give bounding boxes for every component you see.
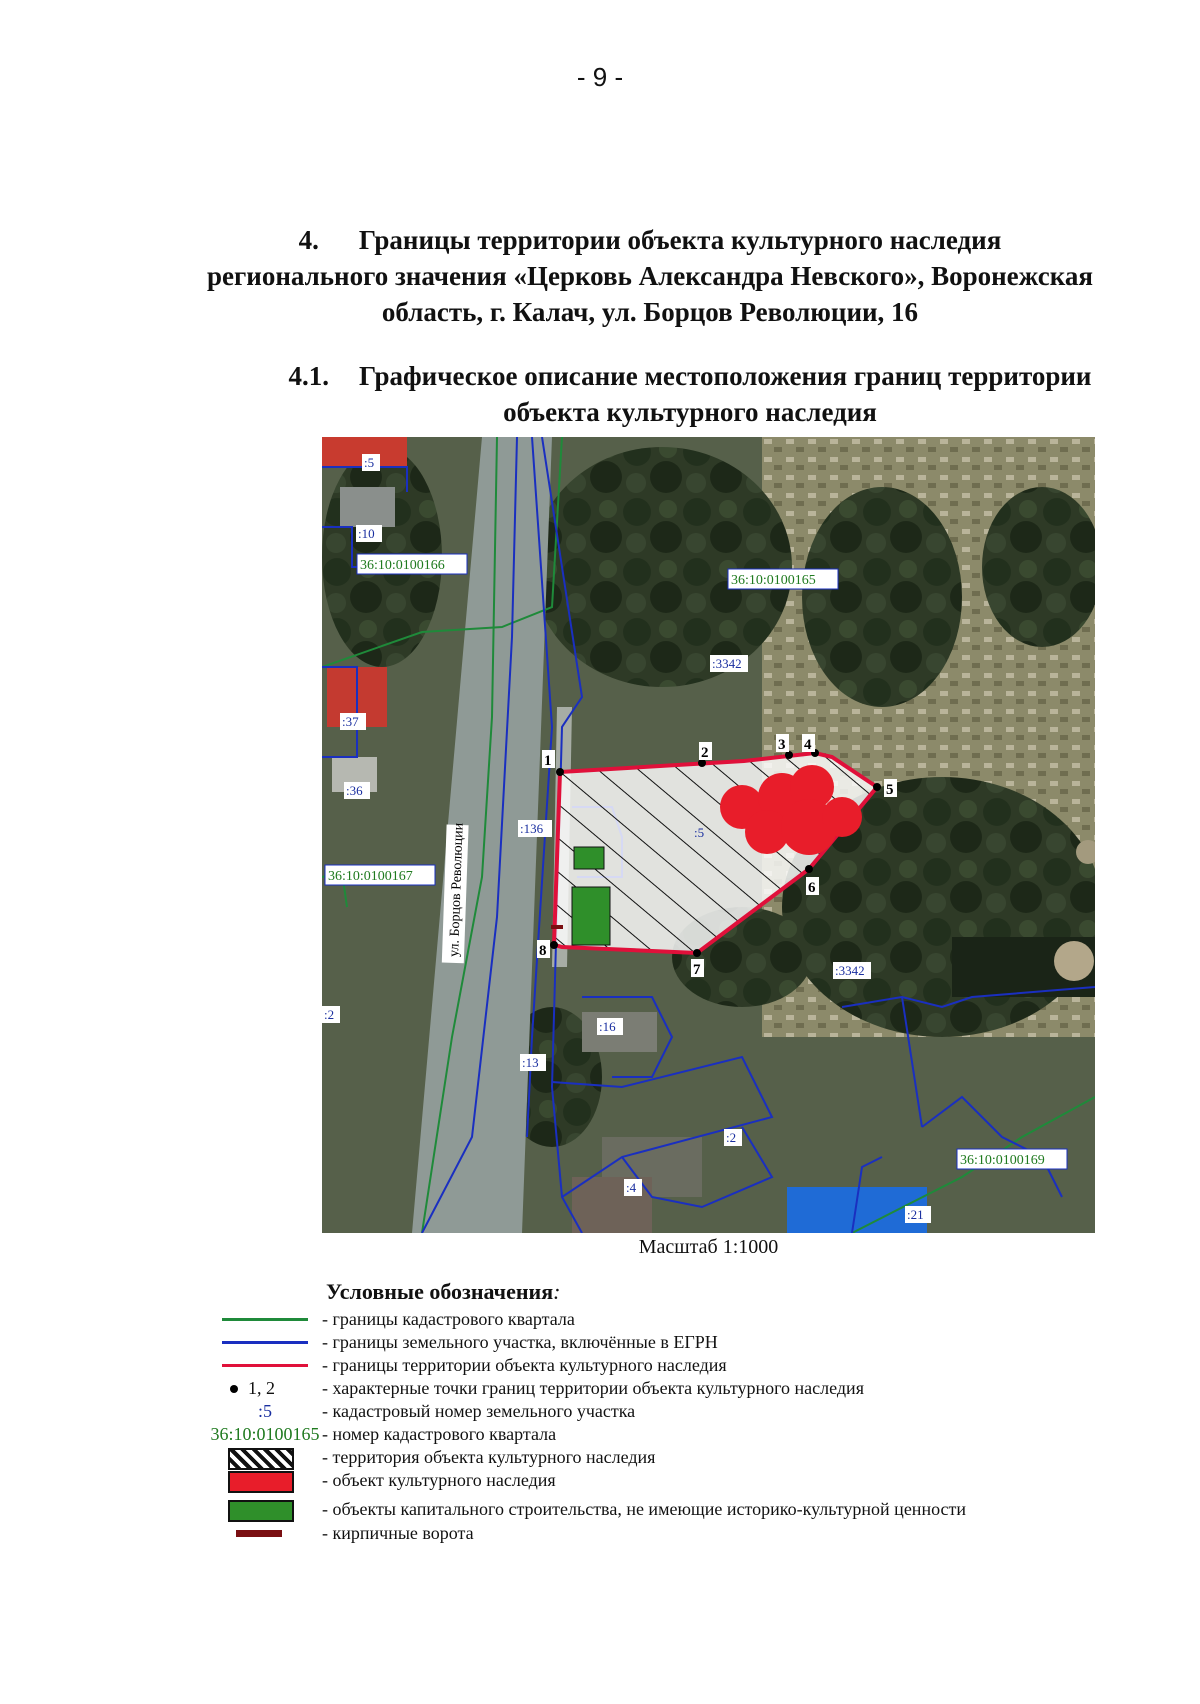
point-label: 5 [886, 782, 894, 798]
parcel-border-swatch [222, 1341, 308, 1344]
parcel-label: :3342 [835, 963, 865, 978]
house-roof [340, 487, 395, 527]
cadastral-map [322, 437, 1095, 1233]
legend-row-quarter-number [0, 1423, 1200, 1447]
capital-object [574, 847, 604, 869]
section-4-number: 4. [298, 225, 319, 255]
boundary-point [693, 949, 701, 957]
legend-text: - кадастровый номер земельного участка [322, 1401, 636, 1421]
capital-object [572, 887, 610, 945]
heritage-object-swatch [228, 1471, 294, 1493]
parcel-number-sample: :5 [257, 1401, 272, 1421]
legend-text: - границы кадастрового квартала [322, 1309, 575, 1329]
shrub [1054, 941, 1094, 981]
quarter-label: 36:10:0100169 [960, 1153, 1045, 1168]
point-label: 4 [804, 737, 812, 753]
legend-row-territory [0, 1446, 1200, 1470]
quarter-number-sample: 36:10:0100165 [210, 1424, 320, 1444]
section-4-line-1: Границы территории объекта культурного наследия [358, 225, 1002, 255]
parcel-label: :3342 [712, 656, 742, 671]
parcel-label: :136 [520, 821, 544, 836]
legend-row-points [0, 1377, 1200, 1401]
map-scale: Масштаб 1:1000 [638, 1236, 779, 1258]
brick-gate-swatch [236, 1530, 282, 1537]
parcel-label: :36 [346, 783, 363, 798]
quarter-label: 36:10:0100167 [328, 869, 413, 884]
point-label: 6 [808, 880, 816, 896]
legend-title-text: Условные обозначения [326, 1279, 554, 1304]
parcel-label: :5 [694, 825, 705, 840]
quarter-label: 36:10:0100165 [731, 573, 816, 588]
brick-gate [551, 925, 563, 929]
parcel-label: :10 [358, 526, 375, 541]
point-label: 1 [544, 753, 552, 769]
point-label: 2 [701, 745, 709, 761]
point-label: 8 [539, 943, 547, 959]
legend-title [326, 1279, 560, 1305]
point-label: 7 [693, 962, 701, 978]
capital-object-swatch [228, 1500, 294, 1522]
section-4-line-2: регионального значения «Церковь Александра Невского», Воронежская [207, 261, 1093, 291]
legend-text: - территория объекта культурного наследия [322, 1447, 656, 1467]
boundary-point [550, 941, 558, 949]
page-number: - 9 - [576, 62, 624, 92]
legend-row-heritage-border [0, 1354, 1200, 1378]
legend-text: - кирпичные ворота [322, 1523, 474, 1543]
section-4-line-3: область, г. Калач, ул. Борцов Революции, 16 [381, 297, 919, 327]
tree-canopy [802, 487, 962, 707]
legend-text: - объекты капитального строительства, не имеющие историко-культурной ценности [322, 1499, 967, 1519]
parcel-label: :37 [342, 714, 359, 729]
section-4-1-number: 4.1. [288, 361, 329, 391]
parcel-label: :5 [364, 455, 375, 470]
point-dot-icon [230, 1385, 238, 1393]
legend-row-parcel-number [0, 1400, 1200, 1424]
parcel-label: :16 [599, 1019, 616, 1034]
parcel-label: :21 [907, 1207, 924, 1222]
parcel-label: :13 [522, 1055, 539, 1070]
point-label: 3 [778, 737, 786, 753]
boundary-point [785, 751, 793, 759]
quarter-border-swatch [222, 1318, 308, 1321]
parcel-label: :4 [626, 1180, 637, 1195]
boundary-point [873, 783, 881, 791]
legend-text: - границы территории объекта культурного наследия [322, 1355, 727, 1375]
heritage-border-swatch [222, 1364, 308, 1367]
boundary-point [805, 865, 813, 873]
legend-text: - номер кадастрового квартала [322, 1424, 557, 1444]
parcel-label: :2 [324, 1007, 335, 1022]
section-4-heading [150, 222, 1150, 330]
section-4-1-line-1: Графическое описание местоположения границ территории [359, 361, 1092, 391]
street-label: ул. Борцов Революции [447, 822, 467, 958]
point-sample: 1, 2 [248, 1378, 275, 1398]
legend-row-parcel-border [0, 1331, 1200, 1355]
legend-text: - объект культурного наследия [322, 1470, 556, 1490]
parcel-label: :2 [726, 1130, 737, 1145]
legend-text: - характерные точки границ территории объекта культурного наследия [322, 1378, 864, 1398]
section-4-1-heading [220, 358, 1160, 430]
tree-canopy [532, 447, 792, 687]
section-4-1-line-2: объекта культурного наследия [503, 397, 877, 427]
legend-row-heritage-object [0, 1469, 1200, 1493]
legend-row-brick-gate [0, 1522, 1200, 1546]
legend-row-quarter-border [0, 1308, 1200, 1332]
hatched-territory-swatch [228, 1448, 294, 1470]
boundary-point [556, 768, 564, 776]
legend-text: - границы земельного участка, включённые в ЕГРН [322, 1332, 718, 1352]
legend-row-capital-objects [0, 1498, 1200, 1522]
legend-title-colon: : [553, 1279, 561, 1304]
quarter-label: 36:10:0100166 [360, 558, 445, 573]
